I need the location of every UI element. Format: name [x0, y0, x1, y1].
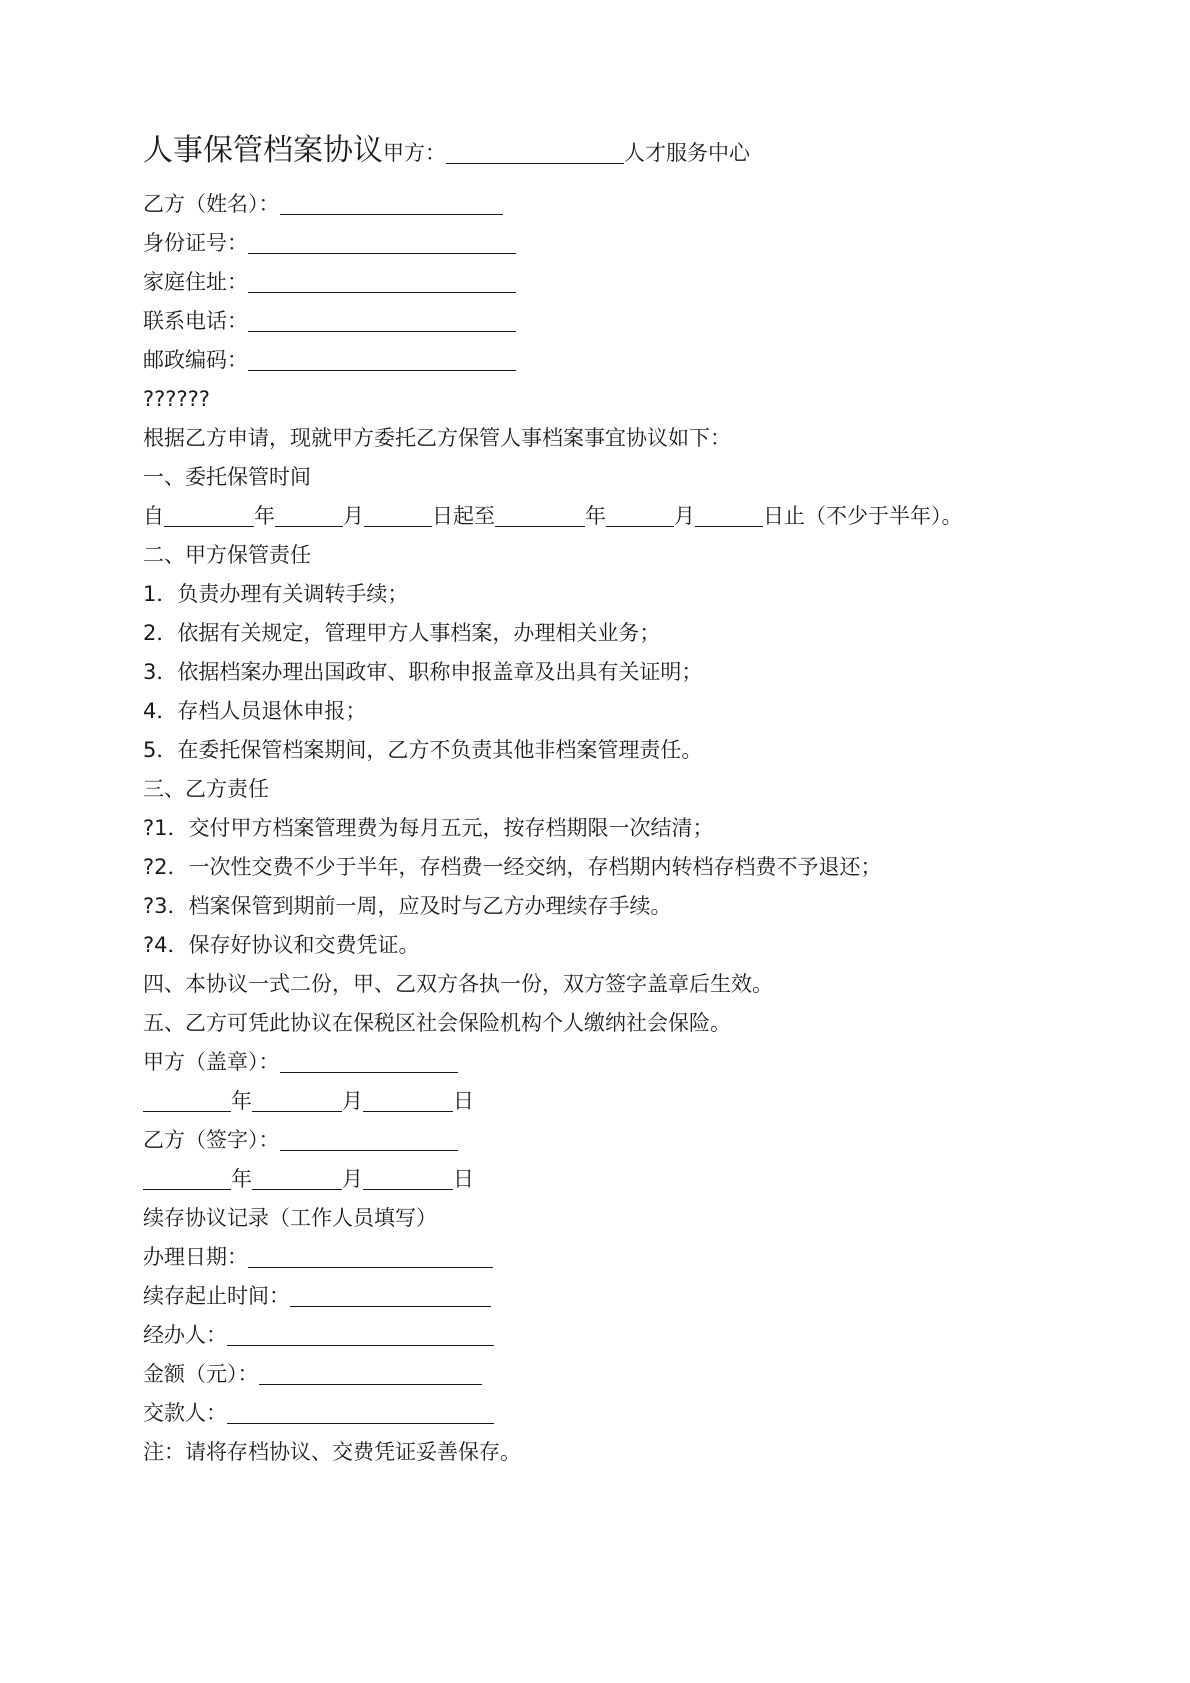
year-label: 年: [231, 1089, 252, 1113]
phone-label: 联系电话：: [143, 309, 248, 333]
party-b-year-blank: [143, 1167, 231, 1190]
party-a-year-blank: [143, 1089, 231, 1112]
party-a-label: 甲方：: [383, 141, 446, 165]
renewal-heading: 续存协议记录（工作人员填写）: [143, 1206, 437, 1230]
party-a-seal-line: [143, 1047, 458, 1077]
from-month-blank: [275, 504, 343, 527]
party-a-month-blank: [252, 1089, 342, 1112]
section3-item: ?3．档案保管到期前一周，应及时与乙方办理续存手续。: [143, 894, 672, 918]
section2-heading: 二、甲方保管责任: [143, 543, 311, 567]
section2-item: 1．负责办理有关调转手续；: [143, 582, 409, 606]
id-number-label: 身份证号：: [143, 231, 248, 255]
section3-item: ?1．交付甲方档案管理费为每月五元，按存档期限一次结清；: [143, 816, 714, 840]
party-b-sign-label: 乙方（签字）：: [143, 1128, 280, 1152]
period-from-label: 自: [143, 504, 164, 528]
postal-code-blank: [248, 348, 516, 371]
party-b-sign-blank: [280, 1128, 458, 1151]
section4-text: 四、本协议一式二份，甲、乙双方各执一份，双方签字盖章后生效。: [143, 972, 773, 996]
garbled-text: ??????: [143, 387, 210, 411]
home-address-blank: [248, 270, 516, 293]
party-b-name-line: [143, 189, 503, 219]
party-a-suffix: 人才服务中心: [624, 141, 750, 165]
to-month-blank: [606, 504, 674, 527]
postal-code-label: 邮政编码：: [143, 348, 248, 372]
home-address-label: 家庭住址：: [143, 270, 248, 294]
day-label: 日: [453, 1167, 474, 1191]
renewal-amount-line: [143, 1359, 482, 1389]
renewal-date-line: [143, 1242, 493, 1272]
party-b-day-blank: [363, 1167, 453, 1190]
id-number-blank: [248, 231, 516, 254]
document-title: 人事保管档案协议: [143, 133, 383, 168]
from-year-blank: [164, 504, 254, 527]
party-b-month-blank: [252, 1167, 342, 1190]
party-b-date-line: [143, 1164, 474, 1194]
party-a-date-line: [143, 1086, 474, 1116]
day-label: 日: [453, 1089, 474, 1113]
renewal-payer-blank: [227, 1401, 494, 1424]
month-label: 月: [342, 1089, 363, 1113]
day-from-label: 日起至: [432, 504, 495, 528]
renewal-date-label: 办理日期：: [143, 1245, 248, 1269]
year-label: 年: [254, 504, 275, 528]
day-to-label: 日止（不少于半年）。: [763, 504, 963, 528]
party-b-sign-line: [143, 1125, 458, 1155]
renewal-payer-label: 交款人：: [143, 1401, 227, 1425]
month-label: 月: [342, 1167, 363, 1191]
renewal-amount-blank: [259, 1362, 482, 1385]
month-label: 月: [343, 504, 364, 528]
home-address-line: [143, 267, 516, 297]
section1-period-line: [143, 501, 963, 531]
intro-text: 根据乙方申请，现就甲方委托乙方保管人事档案事宜协议如下：: [143, 426, 731, 450]
section2-item: 2．依据有关规定，管理甲方人事档案，办理相关业务；: [143, 621, 661, 645]
party-a-blank: [446, 141, 624, 164]
from-day-blank: [364, 504, 432, 527]
party-a-seal-blank: [280, 1050, 458, 1073]
party-b-name-label: 乙方（姓名）：: [143, 192, 280, 216]
renewal-handler-label: 经办人：: [143, 1323, 227, 1347]
section2-item: 3．依据档案办理出国政审、职称申报盖章及出具有关证明；: [143, 660, 703, 684]
phone-line: [143, 306, 516, 336]
footer-note: 注：请将存档协议、交费凭证妥善保存。: [143, 1440, 521, 1464]
party-a-day-blank: [363, 1089, 453, 1112]
renewal-period-label: 续存起止时间：: [143, 1284, 290, 1308]
renewal-period-blank: [290, 1284, 491, 1307]
month-label: 月: [674, 504, 695, 528]
section2-item: 5．在委托保管档案期间，乙方不负责其他非档案管理责任。: [143, 738, 703, 762]
postal-code-line: [143, 345, 516, 375]
party-a-seal-label: 甲方（盖章）：: [143, 1050, 280, 1074]
header-line: [143, 133, 750, 168]
year-label: 年: [231, 1167, 252, 1191]
phone-blank: [248, 309, 516, 332]
section3-heading: 三、乙方责任: [143, 777, 269, 801]
section3-item: ?2．一次性交费不少于半年，存档费一经交纳，存档期内转档存档费不予退还；: [143, 855, 882, 879]
section2-item: 4．存档人员退休申报；: [143, 699, 367, 723]
renewal-amount-label: 金额（元）：: [143, 1362, 259, 1386]
renewal-period-line: [143, 1281, 491, 1311]
section1-heading: 一、委托保管时间: [143, 465, 311, 489]
id-number-line: [143, 228, 516, 258]
party-b-name-blank: [280, 192, 503, 215]
renewal-handler-blank: [227, 1323, 494, 1346]
to-year-blank: [495, 504, 585, 527]
renewal-handler-line: [143, 1320, 494, 1350]
section3-item: ?4．保存好协议和交费凭证。: [143, 933, 420, 957]
section5-text: 五、乙方可凭此协议在保税区社会保险机构个人缴纳社会保险。: [143, 1011, 731, 1035]
renewal-payer-line: [143, 1398, 494, 1428]
renewal-date-blank: [248, 1245, 493, 1268]
to-day-blank: [695, 504, 763, 527]
year-label: 年: [585, 504, 606, 528]
